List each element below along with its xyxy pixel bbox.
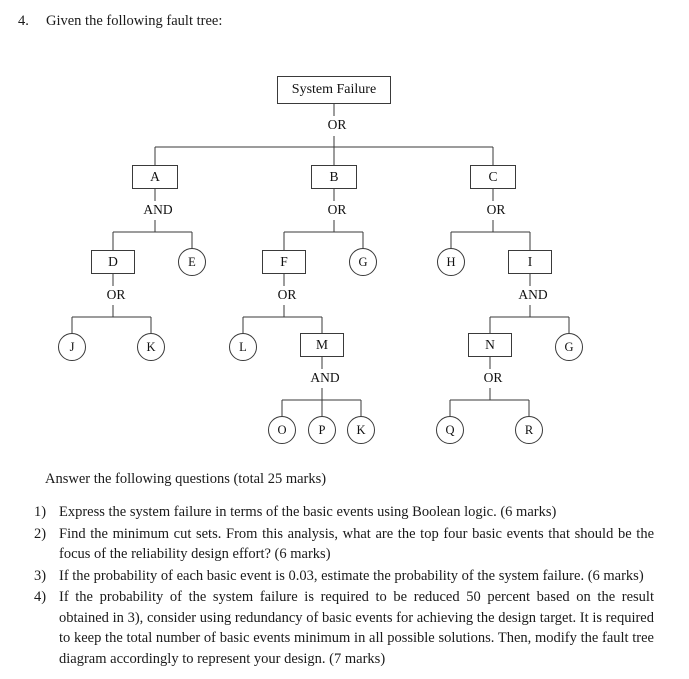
gate-n-or: OR: [472, 371, 514, 385]
gate-a-and: AND: [133, 203, 183, 217]
node-c: C: [470, 165, 516, 189]
node-p: P: [308, 416, 336, 444]
node-n: N: [468, 333, 512, 357]
node-b: B: [311, 165, 357, 189]
node-i: I: [508, 250, 552, 274]
node-system-failure: System Failure: [277, 76, 391, 104]
list-item-marker: 2): [34, 525, 47, 542]
node-k-under-m: K: [347, 416, 375, 444]
question-prompt: Given the following fault tree:: [46, 13, 223, 29]
list-item-text: Find the minimum cut sets. From this analysis, what are the top four basic events that should be the focus of the reliability design effort? (6 marks): [59, 525, 654, 563]
node-j: J: [58, 333, 86, 361]
node-g-under-i: G: [555, 333, 583, 361]
list-item: [34, 502, 654, 523]
fault-tree-diagram: [0, 60, 689, 450]
gate-c-or: OR: [475, 203, 517, 217]
list-item: [34, 524, 654, 565]
node-f: F: [262, 250, 306, 274]
answer-intro: Answer the following questions (total 25 marks): [45, 471, 327, 487]
node-e: E: [178, 248, 206, 276]
node-a: A: [132, 165, 178, 189]
gate-m-and: AND: [300, 371, 350, 385]
node-d: D: [91, 250, 135, 274]
list-item-marker: 4): [34, 589, 47, 606]
question-number: 4.: [18, 13, 29, 29]
node-l: L: [229, 333, 257, 361]
node-r: R: [515, 416, 543, 444]
node-m: M: [300, 333, 344, 357]
node-k-under-d: K: [137, 333, 165, 361]
gate-i-and: AND: [508, 288, 558, 302]
node-g-under-b: G: [349, 248, 377, 276]
list-item-text: Express the system failure in terms of the basic events using Boolean logic. (6 marks): [59, 504, 557, 520]
list-item-marker: 3): [34, 567, 47, 584]
list-item-text: If the probability of the system failure is required to be reduced 50 percent based on the result obtained in 3), consider using redundancy of basic events for achieving the design target. It is required to keep the total number of basic events minimum in all possible solutions. Then, modify the fault tree diagram accordingly to represent your design. (7 marks): [59, 589, 654, 668]
node-q: Q: [436, 416, 464, 444]
question-header: [18, 12, 638, 32]
gate-f-or: OR: [266, 288, 308, 302]
node-h: H: [437, 248, 465, 276]
node-o: O: [268, 416, 296, 444]
list-item: [34, 566, 654, 587]
gate-root-or: OR: [316, 118, 358, 132]
list-item-marker: 1): [34, 504, 47, 520]
gate-d-or: OR: [95, 288, 137, 302]
list-item-text: If the probability of each basic event is 0.03, estimate the probability of the system failure. (6 marks): [59, 567, 644, 584]
list-item: [34, 587, 654, 669]
gate-b-or: OR: [316, 203, 358, 217]
answer-question-list: [34, 502, 654, 671]
